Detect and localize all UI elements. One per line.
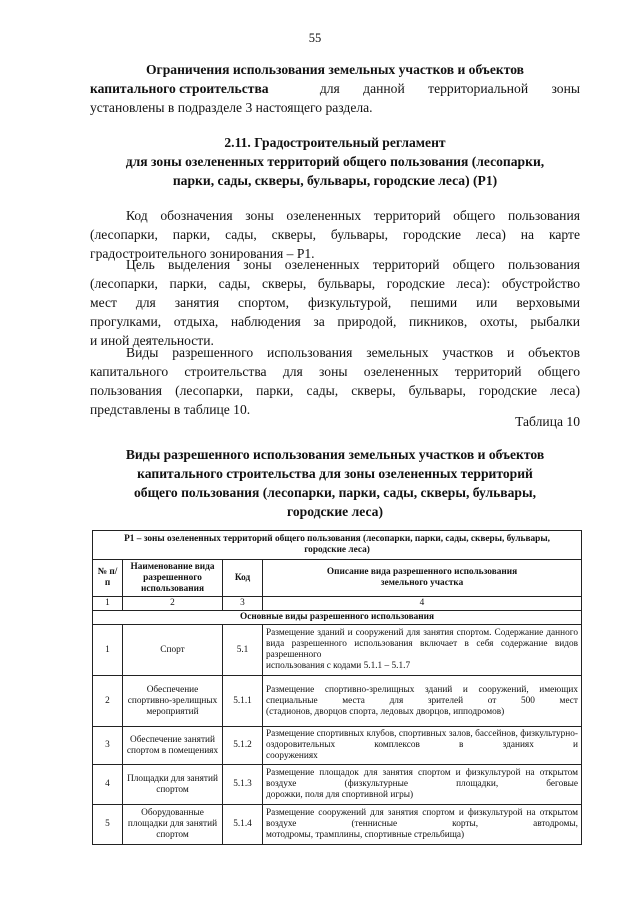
row-number: 2 [93,676,123,727]
uses-line-2: капитального строительства для зоны озелененных территорий общего [90,364,580,379]
table-label: Таблица 10 [515,414,580,429]
column-number: 1 [93,597,123,611]
row-name: Обеспечение занятий спортом в помещениях [123,727,223,765]
row-description [263,676,582,727]
row-number: 4 [93,765,123,805]
table-title-line-2: капитального строительства для зоны озелененных территорий [137,466,533,481]
table-column-header-row [93,560,582,597]
section-title-line-1: 2.11. Градостроительный регламент [224,135,446,150]
table-row [93,805,582,845]
row-description-main: Размещение спортивно-зрелищных зданий и сооружений, имеющих специальные места для зрителей от 500 мест [266,684,578,706]
table-section-row [93,611,582,625]
goal-line-1: Цель выделения зоны озелененных территорий общего пользования [126,257,580,272]
row-code: 5.1.2 [223,727,263,765]
row-code: 5.1.1 [223,676,263,727]
restrictions-line-1: Ограничения использования земельных участков и объектов [145,62,525,77]
column-number: 2 [123,597,223,611]
table-row [93,625,582,676]
row-description-last: (стадионов, дворцов спорта, ледовых дворцов, ипподромов) [266,706,505,717]
row-name: Площадки для занятий спортом [123,765,223,805]
table-zone-header: Р1 – зоны озелененных территорий общего пользования (лесопарки, парки, сады, скверы, бульвары, городские леса) [93,531,582,560]
uses-line-1: Виды разрешенного использования земельных участков и объектов [126,345,580,360]
restrictions-line-3: установлены в подразделе 3 настоящего раздела. [90,100,373,115]
goal-line-3: мест для занятия спортом, физкультурой, пешими или верховыми [90,295,580,310]
column-number: 4 [263,597,582,611]
row-description [263,727,582,765]
goal-line-2: (лесопарки, парки, сады, скверы, бульвары, городские леса): обустройство [90,276,580,291]
row-description [263,765,582,805]
column-number: 3 [223,597,263,611]
section-title [90,133,580,190]
uses-table [92,530,582,845]
row-description [263,625,582,676]
row-description-last: использования с кодами 5.1.1 – 5.1.7 [266,661,411,671]
uses-line-3: пользования (лесопарки, парки, сады, скверы, бульвары, городские леса) [90,383,580,398]
row-number: 3 [93,727,123,765]
page-number: 55 [308,31,322,45]
section-title-line-3: парки, сады, скверы, бульвары, городские леса) (Р1) [172,173,498,188]
row-number: 1 [93,625,123,676]
row-code: 5.1 [223,625,263,676]
table-title-line-3: общего пользования (лесопарки, парки, сады, скверы, бульвары, [133,485,537,500]
table-zone-header-row [93,531,582,560]
restrictions-paragraph [90,60,580,117]
row-description-main: Размещение сооружений для занятия спортом и физкультурой на открытом воздухе (теннисные корты, автодромы, [266,808,578,829]
row-description-last: мотодромы, трамплины, спортивные стрельбища) [266,830,465,840]
restrictions-line-2-bold: капитального строительства [90,81,269,96]
table-title-line-4: городские леса) [287,504,383,519]
code-line-3: градостроительного зонирования – Р1. [90,246,315,261]
row-description-main: Размещение спортивных клубов, спортивных залов, бассейнов, физкультурно-оздоровительных комплексов в зданиях и [266,729,578,750]
row-code: 5.1.3 [223,765,263,805]
row-name: Спорт [123,625,223,676]
section-title-line-2: для зоны озелененных территорий общего пользования (лесопарки, [125,154,545,169]
row-number: 5 [93,805,123,845]
table-row [93,727,582,765]
table-column-numbers-row [93,597,582,611]
restrictions-line-2 [90,79,580,98]
code-line-1: Код обозначения зоны озелененных территорий общего пользования [126,208,580,223]
row-name: Обеспечение спортивно-зрелищных мероприятий [123,676,223,727]
goal-line-5: и иной деятельности. [90,333,214,348]
table-section-label: Основные виды разрешенного использования [93,611,582,625]
restrictions-line-2-normal: для данной территориальной зоны [319,81,580,96]
table-title [90,445,580,521]
row-code: 5.1.4 [223,805,263,845]
column-header-code: Код [223,560,263,597]
goal-line-4: прогулками, отдыха, наблюдения за природой, пикников, охоты, рыбалки [90,314,580,329]
column-header-name: Наименование вида разрешенного использования [123,560,223,597]
row-name: Оборудованные площадки для занятий спортом [123,805,223,845]
code-line-2: (лесопарки, парки, сады, скверы, бульвары, городские леса) на карте [90,227,580,242]
uses-paragraph [90,343,580,419]
table-row [93,765,582,805]
row-description-main: Размещение площадок для занятия спортом и физкультурой на открытом воздухе (физкультурные площадки, беговые [266,768,578,789]
table-title-line-1: Виды разрешенного использования земельных участков и объектов [125,447,545,462]
table-row [93,676,582,727]
column-header-num: № п/п [93,560,123,597]
uses-line-4: представлены в таблице 10. [90,402,251,417]
row-description-last: сооружениях [266,751,318,761]
row-description-main: Размещение зданий и сооружений для занятия спортом. Содержание данного вида разрешенного использования включает в себя содержание видов разрешенного [266,628,578,660]
column-header-description: Описание вида разрешенного использования земельного участка [263,560,582,597]
row-description [263,805,582,845]
row-description-last: дорожки, поля для спортивной игры) [266,790,414,800]
goal-paragraph [90,255,580,350]
